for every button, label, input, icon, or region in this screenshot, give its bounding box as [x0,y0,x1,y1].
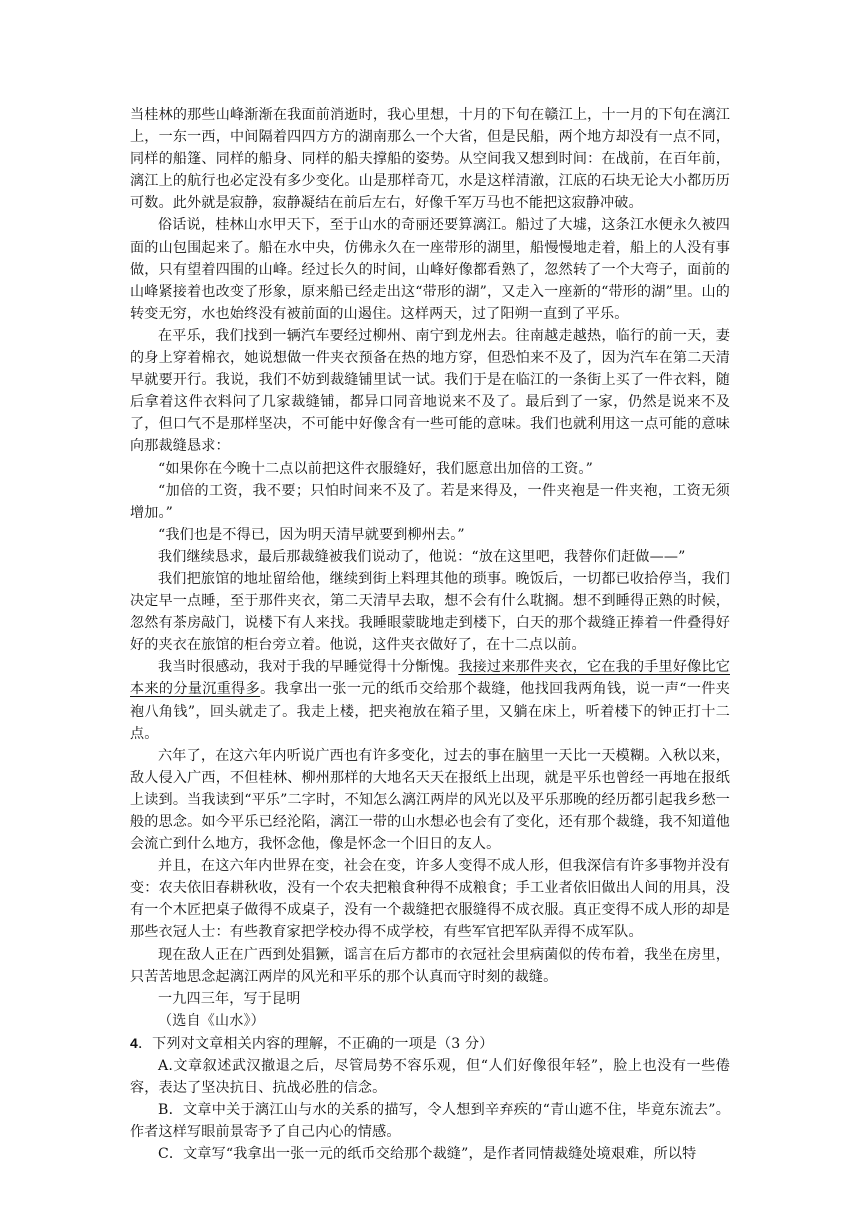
paragraph-6-end: 。我拿出一张一元的纸币交给那个裁缝，他找回我两角钱，说一声“一件夹袍八角钱”，回头就走了。我走上楼，把夹袍放在箱子里，又躺在床上，听着楼下的钟正打十二点。 [130,681,730,742]
question-number: 4 [130,1034,138,1051]
paragraph-3: 在平乐，我们找到一辆汽车要经过柳州、南宁到龙州去。往南越走越热，临行的前一天，妻的身上穿着棉衣，她说想做一件夹衣预备在热的地方穿，但恐怕来不及了，因为汽车在第二天清早就要开行。我说，我们不妨到裁缝铺里试一试。我们于是在临江的一条街上买了一件衣料，随后拿着这件衣料问了几家裁缝铺，都异口同音地说来不及了。最后到了一家，仍然是说来不及了，但口气不是那样坚决，不可能中好像含有一些可能的意味。我们也就利用这一点可能的意味向那裁缝恳求： [130,327,730,455]
question-stem [130,1032,730,1055]
paragraph-6-start: 我当时很感动，我对于我的早睡觉得十分惭愧。 [158,659,459,676]
question-text: ．下列对文章相关内容的理解，不正确的一项是（3 分） [137,1035,494,1052]
option-a: A.文章叙述武汉撤退之后，尽管局势不容乐观，但“人们好像很年轻”，脸上也没有一些倦容，表达了坚决抗日、抗战必胜的信念。 [130,1058,730,1097]
paragraph-9: 现在敌人正在广西到处猖獗，谣言在后方都市的衣冠社会里病菌似的传布着，我坐在房里，只苦苦地思念起漓江两岸的风光和平乐的那个认真而守时刻的裁缝。 [130,946,730,985]
paragraph-5: 我们把旅馆的地址留给他，继续到街上料理其他的琐事。晚饭后，一切都已收拾停当，我们决定早一点睡，至于那件夹衣，第二天清早去取，想不会有什么耽搁。想不到睡得正熟的时候，忽然有茶房敲门，说楼下有人来找。我睡眼蒙眬地走到楼下，白天的那个裁缝正捧着一件叠得好好的夹衣在旅馆的柜台旁立着。他说，这件夹衣做好了，在十二点以前。 [130,570,730,654]
option-b: B．文章中关于漓江山与水的关系的描写，令人想到辛弃疾的“青山遮不住，毕竟东流去”。作者这样写眼前景寄予了自己内心的情感。 [130,1102,730,1141]
underlined-sentence: 我接过来那件夹衣，它在我的手里好像比它本来的分量沉重得多 [130,659,730,698]
source-line: （选自《山水》） [158,1012,265,1029]
paragraph-1: 当桂林的那些山峰渐渐在我面前消逝时，我心里想，十月的下旬在赣江上，十一月的下旬在漓江上，一东一西，中间隔着四四方方的湖南那么一个大省，但是民船，两个地方却没有一点不同，同样的船篷、同样的船身、同样的船夫撑船的姿势。从空间我又想到时间：在战前，在百年前，漓江上的航行也必定没有多少变化。山是那样奇兀，水是这样清澈，江底的石块无论大小都历历可数。此外就是寂静，寂静凝结在前后左右，好像千军万马也不能把这寂静冲破。 [130,107,730,212]
paragraph-4: 我们继续恳求，最后那裁缝被我们说动了，他说：“放在这里吧，我替你们赶做——” [158,548,686,565]
option-c: C．文章写“我拿出一张一元的纸币交给那个裁缝”，是作者同情裁缝处境艰难，所以特 [158,1146,697,1163]
paragraph-8: 并且，在这六年内世界在变，社会在变，许多人变得不成人形，但我深信有许多事物并没有变：农夫依旧春耕秋收，没有一个农夫把粮食种得不成粮食；手工业者依旧做出人间的用具，没有一个木匠把桌子做得不成桌子，没有一个裁缝把衣服缝得不成衣服。真正变得不成人形的却是那些衣冠人士：有些教育家把学校办得不成学校，有些军官把军队弄得不成军队。 [130,858,730,941]
paragraph-2: 俗话说，桂林山水甲天下，至于山水的奇丽还要算漓江。船过了大墟，这条江水便永久被四面的山包围起来了。船在水中央，仿佛永久在一座带形的湖里，船慢慢地走着，船上的人没有事做，只有望着四围的山峰。经过长久的时间，山峰好像都看熟了，忽然转了一个大弯子，面前的山峰紧接着也改变了形象，原来船已经走出这“带形的湖”，又走入一座新的“带形的湖”里。山的转变无穷，水也始终没有被前面的山遏住。这样两天，过了阳朔一直到了平乐。 [130,217,730,322]
dialogue-line-3: “我们也是不得已，因为明天清早就要到柳州去。” [158,526,465,543]
date-line: 一九四三年，写于昆明 [158,990,301,1007]
paragraph-7: 六年了，在这六年内听说广西也有许多变化，过去的事在脑里一天比一天模糊。入秋以来，敌人侵入广西，不但桂林、柳州那样的大地名天天在报纸上出现，就是平乐也曾经一再地在报纸上读到。当我读到“平乐”二字时，不知怎么漓江两岸的风光以及平乐那晚的经历都引起我乡愁一般的思念。如今平乐已经沦陷，漓江一带的山水想必也会有了变化，还有那个裁缝，我不知道他会流亡到什么地方，我怀念他，像是怀念一个旧日的友人。 [130,747,730,853]
dialogue-line-2: “加倍的工资，我不要；只怕时间来不及了。若是来得及，一件夹袍是一件夹袍，工资无须增加。” [130,482,730,521]
dialogue-line-1: “如果你在今晚十二点以前把这件衣服缝好，我们愿意出加倍的工资。” [158,460,593,477]
article-body [130,104,730,1166]
paragraph-6 [130,656,730,744]
